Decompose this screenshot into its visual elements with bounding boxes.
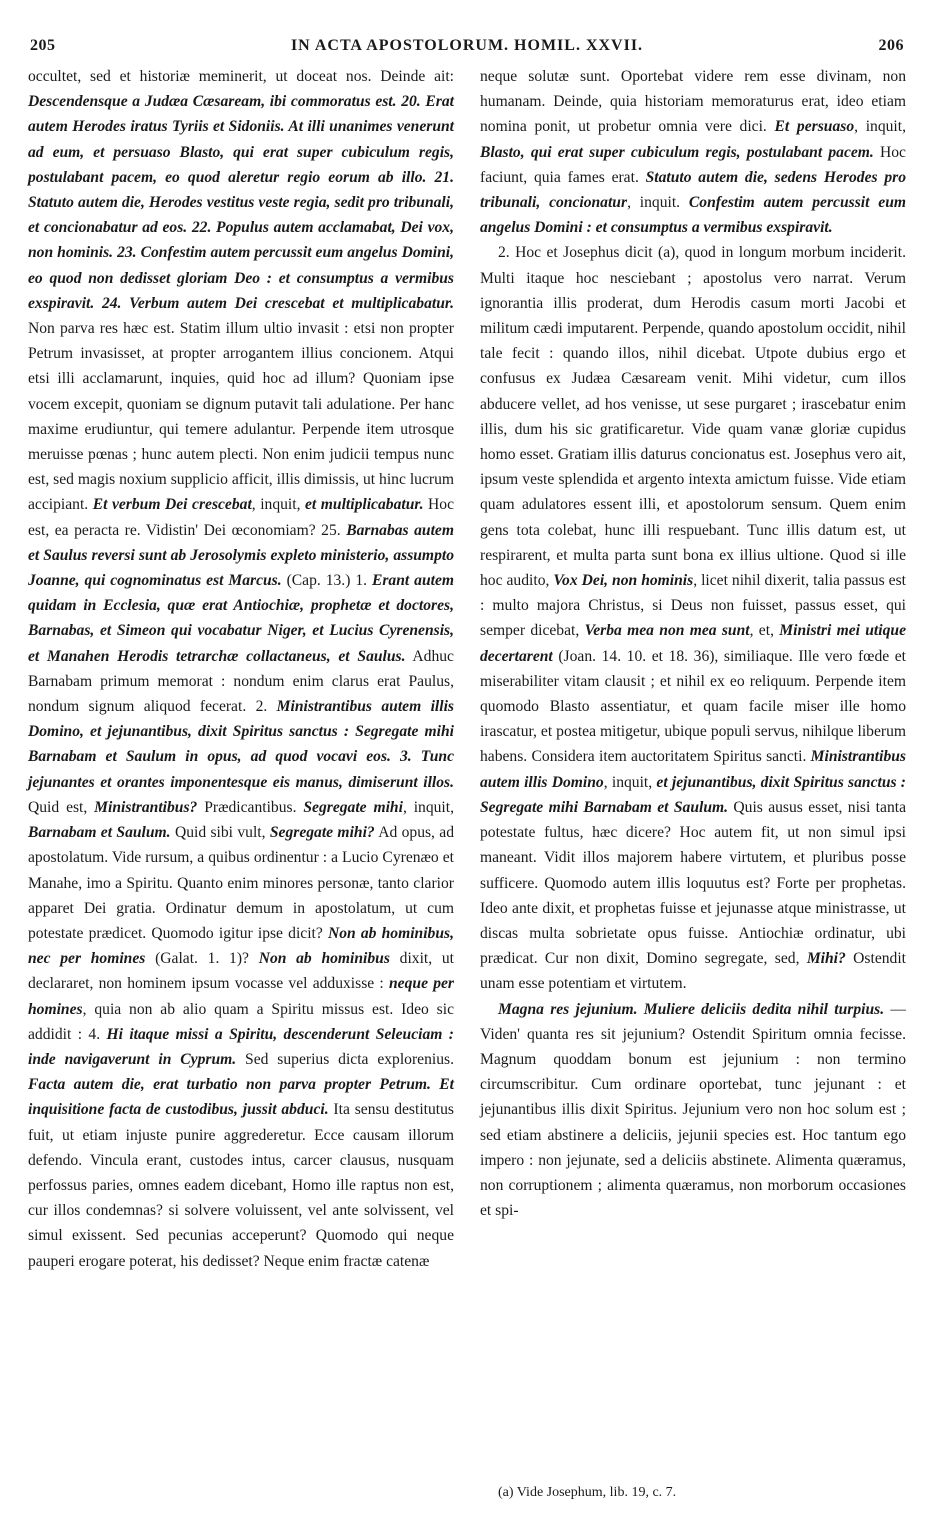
italic-text-segment: Ministrantibus autem illis Domino, et jejunantibus, dixit Spiritus sanctus : Segregate mihi Barnabam et Saulum in opus, ad quod vocavi eos. 3. Tunc jejunantes et orantes imponentesque eis manus, dimiserunt illos. — [28, 698, 454, 791]
page-header — [30, 34, 904, 58]
left-column-paragraph — [28, 64, 454, 1274]
text-segment: Hoc est, ea peracta re. Vidistin' Dei œconomiam? 25. — [28, 496, 454, 539]
text-segment: , inquit, — [854, 118, 906, 136]
italic-text-segment: Vox Dei, non hominis — [553, 572, 694, 590]
text-segment: , inquit, — [251, 496, 306, 514]
text-segment: (Galat. 1. 1)? — [145, 950, 259, 968]
text-segment: Non parva res hæc est. Statim illum ultio invasit : etsi non propter Petrum invasisset, at propter arrogantem illius concionem. Atqui etsi illi acclamarunt, inquies, quid hoc ad illum? Quoniam ipse vocem excepit, quoniam se dignum putavit tali adulatione. Per hanc maxime erudiuntur, qui temere adulantur. Perpende item utrosque meruisse pœnas ; hunc autem plecti. Non enim judicii tempus nunc est, sed magis noxium supplicio afficit, illis dimissis, ut hinc lucrum accipiant. — [28, 320, 454, 514]
italic-text-segment: Magna res jejunium. Muliere deliciis dedita nihil turpius. — [498, 1000, 885, 1018]
italic-text-segment: Et persuaso — [774, 118, 855, 136]
right-column — [480, 64, 906, 1223]
page-number-right: 206 — [878, 37, 904, 54]
text-segment: , et, — [749, 622, 780, 640]
footnote: (a) Vide Josephum, lib. 19, c. 7. — [498, 1485, 677, 1500]
text-segment: 2. Hoc et Josephus dicit (a), quod in longum morbum inciderit. Multi itaque hoc nesciebant ; apostolus vero narrat. Verum ignorantia illis proderat, dum Herodis casum morti Jacobi et militum cædi imputarent. Perpende, quando apostolum occidit, nihil tale fecit : quando illos, nihil dicebat. Utpote dubius ergo et confusus ex Judæa Cæsaream venit. Mihi videtur, cum illos abducere vellet, ad hos venisse, ut sese purgaret ; irascebatur enim illis, dum his sic gratificaretur. Vide quam vanæ gloriæ cupidus homo esset. Gratiam illis daturus concionatus est. Josephus vero ait, ipsum veste splendida et argento intexta amictum fuisse. Vide etiam quam adulatores essent illi, et apostolorum sensum. Quem enim gens tota colebat, hunc illi respuebant. Tunc illis datum est, ut respirarent, et multa parta sunt bona ex illius ultione. Quod si ille hoc audito, — [480, 244, 906, 590]
italic-text-segment: Barnabam et Saulum. — [28, 824, 171, 842]
text-segment: , inquit. — [627, 194, 689, 212]
right-column-paragraph-1 — [480, 64, 906, 240]
text-segment: Quid est, — [28, 798, 95, 816]
italic-text-segment: Non ab hominibus — [258, 950, 390, 968]
text-segment: (Joan. 14. 10. et 18. 36), similiaque. Ille vero fœde et miserabiliter vitam clausit ; et nihil ex eo reliquum. Perpende item quomodo Blasto assentiatur, et quam facile miser ille homo irascatur, et postea mitigetur, ubique populi servus, nihilque liberum habens. Considera item auctoritatem Spiritus sancti. — [480, 647, 906, 766]
text-segment: , inquit, — [603, 773, 657, 791]
italic-text-segment: Non ab hominibus, nec per homines — [28, 924, 454, 968]
text-segment: Ad opus, ad apostolatum. Vide rursum, a quibus ordinentur : a Lucio Cyrenæo et Manahe, imo a Spiritu. Quanto enim minores personæ, tanto clarior apparet Dei gratia. Ordinatur demum in apostolatum, ut cum potestate prædicet. Quomodo igitur ipse dicit? — [28, 824, 455, 942]
italic-text-segment: Blasto, qui erat super cubiculum regis, postulabant pacem. — [480, 143, 874, 161]
text-segment: Quid sibi vult, — [170, 824, 270, 842]
italic-text-segment: Facta autem die, erat turbatio non parva propter Petrum. Et inquisitione facta de custodibus, jussit abduci. — [28, 1076, 454, 1119]
text-segment: Quis ausus esset, nisi tanta potestate fultus, hæc dicere? Hoc autem fit, ut non simul ipsi maneant. Vidit illos majorem habere virtutem, et pluribus posse sufficere. Quomodo autem illis loquutus est? Forte per prophetas. Ideo ante dixit, et prophetas fuisse et jejunasse atque ministrasse, ut discas multa sobrietate opus fuisse. Antiochiæ ordinatur, ubi prædicat. Cur non dixit, Domino segregate, sed, — [480, 798, 906, 968]
italic-text-segment: Erant autem quidam in Ecclesia, quæ erat Antiochiæ, prophetæ et doctores, Barnabas, et Simeon qui vocabatur Niger, et Lucius Cyrenensis, et Manahen Herodis tetrarchæ collactaneus, et Saulus. — [28, 572, 454, 665]
italic-text-segment: Descendensque a Judæa Cæsaream, ibi commoratus est. 20. Erat autem Herodes iratus Tyriis et Sidoniis. At illi unanimes venerunt ad eum, et persuaso Blasto, qui erat super cubiculum regis, postulabant pacem, eo quod aleretur regio eorum ab illo. 21. Statuto autem die, Herodes vestitus veste regia, sedit pro tribunali, et concionabatur ad eos. 22. Populus autem acclamabat, Dei vox, non hominis. 23. Confestim autem percussit eum angelus Domini, eo quod non dedisset gloriam Deo : et consumptus a vermibus exspiravit. 24. Verbum autem Dei crescebat et multiplicabatur. — [28, 93, 454, 312]
italic-text-segment: Segregate mihi? — [269, 824, 375, 842]
italic-text-segment: Et verbum Dei crescebat — [92, 496, 252, 514]
text-segment: , quia non ab alio quam a Spiritu missus est. Ideo sic addidit : 4. — [28, 1000, 454, 1043]
right-column-paragraph-3 — [480, 997, 906, 1224]
page-number-left: 205 — [30, 37, 56, 54]
text-segment: , licet nihil dixerit, talia passus est : multo majora Christus, si Deus non fuisset, passus esset, qui semper dicebat, — [480, 572, 906, 640]
italic-text-segment: Barnabas autem et Saulus reversi sunt ab Jerosolymis expleto ministerio, assumpto Joanne, qui cognominatus est Marcus. — [28, 521, 454, 590]
text-segment: dixit, ut declararet, non hominem ipsum vocasse vel adduxisse : — [28, 950, 454, 993]
running-title: IN ACTA APOSTOLORUM. HOMIL. XXVII. — [290, 37, 644, 54]
italic-text-segment: Statuto autem die, sedens Herodes pro tribunali, concionatur — [480, 168, 906, 212]
italic-text-segment: Hi itaque missi a Spiritu, descenderunt Seleuciam : inde navigaverunt in Cyprum. — [28, 1025, 454, 1068]
italic-text-segment: Ministrantibus autem illis Domino — [480, 748, 906, 791]
text-segment: Ita sensu destitutus fuit, ut etiam injuste punire aggrederetur. Ecce causam illorum defendo. Vincula erant, custodes intus, carcer clausus, nusquam perfossus paries, omnes eadem dicebant, Homo ille raptus non est, cur illos condemnas? si solvere voluissent, vel ante solvissent, vel simul exissent. Sed pecunias acceperunt? Quomodo qui neque pauperi erogare poterat, his dedisset? Neque enim fractæ catenæ — [28, 1101, 454, 1270]
italic-text-segment: Ministrantibus? — [94, 798, 198, 816]
text-segment: — Viden' quanta res sit jejunium? Ostendit Spiritum omnia fecisse. Magnum quoddam bonum est jejunium : non termino circumscribitur. Cum ordinare oportebat, tunc jejunant : et jejunantibus illis dixit Spiritus. Jejunium vero non hoc solum est ; sed etiam abstinere a deliciis, jejunii species est. Hoc tantum ego impero : non jejunate, sed a deliciis abstinete. Alimenta quæramus, non corruptionem ; alimenta quæramus, non morborum occasiones et spi- — [480, 1000, 906, 1220]
text-segment: occultet, sed et historiæ meminerit, ut doceat nos. Deinde ait: — [28, 68, 454, 85]
italic-text-segment: Verba mea non mea sunt — [584, 622, 750, 640]
text-segment: (Cap. 13.) 1. — [281, 572, 372, 590]
text-segment: Prædicantibus. — [197, 798, 304, 816]
italic-text-segment: Ministri mei utique decertarent — [480, 622, 906, 665]
text-segment: Adhuc Barnabam primum memorat : nondum enim clarus erat Paulus, nondum signum aliquod fecerat. 2. — [28, 647, 454, 716]
text-segment: Hoc faciunt, quia fames erat. — [480, 143, 906, 186]
italic-text-segment: Segregate mihi — [303, 798, 403, 816]
italic-text-segment: Mihi? — [806, 950, 846, 968]
text-segment: , inquit, — [402, 798, 454, 816]
italic-text-segment: et jejunantibus, dixit Spiritus sanctus : Segregate mihi Barnabam et Saulum. — [480, 773, 906, 816]
right-column-paragraph-2 — [480, 240, 906, 996]
italic-text-segment: et multiplicabatur. — [305, 496, 424, 514]
text-segment: Sed superius dicta explorenius. — [236, 1050, 454, 1068]
left-column — [28, 64, 454, 1274]
text-segment: neque solutæ sunt. Oportebat videre rem esse divinam, non humanam. Deinde, quia historiam memoraturus erat, ideo etiam nomina ponit, ut probetur omnia vere dici. — [480, 68, 906, 136]
text-segment: Ostendit unam esse potentiam et virtutem. — [480, 950, 906, 993]
italic-text-segment: neque per homines — [28, 975, 455, 1018]
italic-text-segment: Confestim autem percussit eum angelus Domini : et consumptus a vermibus exspiravit. — [480, 194, 906, 237]
